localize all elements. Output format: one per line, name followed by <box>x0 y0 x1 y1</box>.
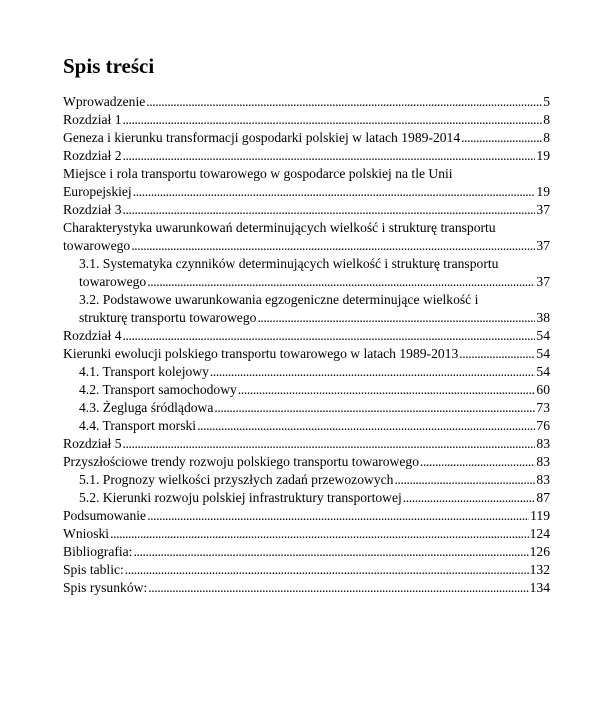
toc-entry-text-line2: strukturę transportu towarowego <box>79 310 257 325</box>
toc-page-number: 19 <box>536 148 550 163</box>
toc-entry-text: Podsumowanie <box>63 508 147 523</box>
dot-leader <box>403 489 536 507</box>
toc-entry-text: 4.1. Transport kolejowy <box>79 364 209 379</box>
toc-entry-rozdzial-3[interactable] <box>63 201 550 219</box>
table-of-contents <box>63 93 550 597</box>
toc-page-number: 76 <box>536 418 550 433</box>
toc-entry-section-4-4[interactable] <box>63 417 550 435</box>
toc-entry-wprowadzenie[interactable] <box>63 93 550 111</box>
toc-entry-text: Rozdział 2 <box>63 148 122 163</box>
toc-page-number: 134 <box>529 580 550 595</box>
dot-leader <box>214 399 535 417</box>
dot-leader <box>125 561 529 579</box>
toc-entry-text: Bibliografia: <box>63 544 133 559</box>
dot-leader <box>133 543 528 561</box>
toc-entry-text: 4.3. Żegluga śródlądowa <box>79 400 214 415</box>
toc-entry-spis-tablic[interactable] <box>63 561 550 579</box>
toc-page-number: 124 <box>529 526 550 541</box>
dot-leader <box>257 309 535 327</box>
toc-page-number: 54 <box>536 346 550 361</box>
toc-entry-text-line2: towarowego <box>63 238 131 253</box>
toc-page-number: 38 <box>536 310 550 325</box>
toc-page-number: 54 <box>536 364 550 379</box>
toc-entry-text-line1: 3.2. Podstawowe uwarunkowania egzogeniczne determinujące wielkość i <box>79 292 479 307</box>
toc-entry-text: 4.4. Transport morski <box>79 418 197 433</box>
dot-leader <box>238 381 536 399</box>
dot-leader <box>123 327 536 345</box>
toc-entry-text-line1: Miejsce i rola transportu towarowego w gospodarce polskiej na tle Unii <box>63 166 453 181</box>
toc-entry-text: 4.2. Transport samochodowy <box>79 382 237 397</box>
toc-page-number: 37 <box>536 202 550 217</box>
toc-entry-text: Rozdział 3 <box>63 202 122 217</box>
dot-leader <box>146 93 542 111</box>
dot-leader <box>197 417 535 435</box>
toc-page-number: 126 <box>529 544 550 559</box>
page-title: Spis treści <box>63 54 155 78</box>
toc-entry-text: Wprowadzenie <box>63 94 146 109</box>
toc-entry-text: Spis tablic: <box>63 562 124 577</box>
toc-entry-section-4-2[interactable] <box>63 381 550 399</box>
dot-leader <box>147 507 529 525</box>
toc-entry-text: Wnioski <box>63 526 110 541</box>
toc-entry-section-5-2[interactable] <box>63 489 550 507</box>
toc-entry-chapter-1-title[interactable] <box>63 129 550 147</box>
toc-page-number: 83 <box>536 472 550 487</box>
toc-page-number: 19 <box>536 184 550 199</box>
toc-entry-text: 5.2. Kierunki rozwoju polskiej infrastruktury transportowej <box>79 490 402 505</box>
toc-page-number: 73 <box>536 400 550 415</box>
toc-entry-section-4-3[interactable] <box>63 399 550 417</box>
dot-leader <box>394 471 535 489</box>
toc-entry-text-line2: towarowego <box>79 274 147 289</box>
toc-page-number: 60 <box>536 382 550 397</box>
toc-entry-section-3-1[interactable] <box>63 255 550 291</box>
toc-entry-text: Rozdział 1 <box>63 112 122 127</box>
toc-entry-chapter-2-title[interactable] <box>63 165 550 201</box>
toc-entry-chapter-4-title[interactable] <box>63 345 550 363</box>
toc-page-number: 37 <box>536 238 550 253</box>
toc-entry-text: 5.1. Prognozy wielkości przyszłych zadań przewozowych <box>79 472 394 487</box>
dot-leader <box>133 183 536 201</box>
toc-page-number: 37 <box>536 274 550 289</box>
toc-page-number: 54 <box>536 328 550 343</box>
toc-entry-text-line2: Europejskiej <box>63 184 132 199</box>
toc-entry-chapter-3-title[interactable] <box>63 219 550 255</box>
toc-page-number: 83 <box>536 436 550 451</box>
dot-leader <box>461 129 542 147</box>
toc-entry-section-5-1[interactable] <box>63 471 550 489</box>
dot-leader <box>110 525 529 543</box>
toc-entry-bibliografia[interactable] <box>63 543 550 561</box>
toc-entry-chapter-5-title[interactable] <box>63 453 550 471</box>
toc-page-number: 5 <box>543 94 550 109</box>
toc-entry-rozdzial-5[interactable] <box>63 435 550 453</box>
toc-page-number: 8 <box>543 130 550 145</box>
toc-entry-section-3-2[interactable] <box>63 291 550 327</box>
toc-entry-text: Geneza i kierunku transformacji gospodarki polskiej w latach 1989-2014 <box>63 130 461 145</box>
toc-entry-text: Przyszłościowe trendy rozwoju polskiego transportu towarowego <box>63 454 419 469</box>
dot-leader <box>123 435 536 453</box>
dot-leader <box>148 579 528 597</box>
dot-leader <box>123 147 536 165</box>
dot-leader <box>123 111 543 129</box>
dot-leader <box>123 201 536 219</box>
toc-entry-text-line1: Charakterystyka uwarunkowań determinujących wielkość i strukturę transportu <box>63 220 496 235</box>
dot-leader <box>147 273 535 291</box>
toc-entry-text: Rozdział 5 <box>63 436 122 451</box>
toc-entry-section-4-1[interactable] <box>63 363 550 381</box>
toc-page-number: 83 <box>536 454 550 469</box>
toc-entry-rozdzial-4[interactable] <box>63 327 550 345</box>
dot-leader <box>459 345 535 363</box>
toc-page-number: 132 <box>529 562 550 577</box>
toc-page-number: 119 <box>530 508 550 523</box>
toc-page-number: 87 <box>536 490 550 505</box>
toc-page-number: 8 <box>543 112 550 127</box>
toc-entry-wnioski[interactable] <box>63 525 550 543</box>
toc-entry-text: Spis rysunków: <box>63 580 148 595</box>
toc-entry-text-line1: 3.1. Systematyka czynników determinujących wielkość i strukturę transportu <box>79 256 499 271</box>
dot-leader <box>131 237 535 255</box>
toc-entry-spis-rysunkow[interactable] <box>63 579 550 597</box>
toc-entry-rozdzial-1[interactable] <box>63 111 550 129</box>
dot-leader <box>210 363 536 381</box>
toc-entry-rozdzial-2[interactable] <box>63 147 550 165</box>
toc-entry-text: Rozdział 4 <box>63 328 122 343</box>
toc-entry-podsumowanie[interactable] <box>63 507 550 525</box>
dot-leader <box>420 453 535 471</box>
toc-entry-text: Kierunki ewolucji polskiego transportu towarowego w latach 1989-2013 <box>63 346 459 361</box>
